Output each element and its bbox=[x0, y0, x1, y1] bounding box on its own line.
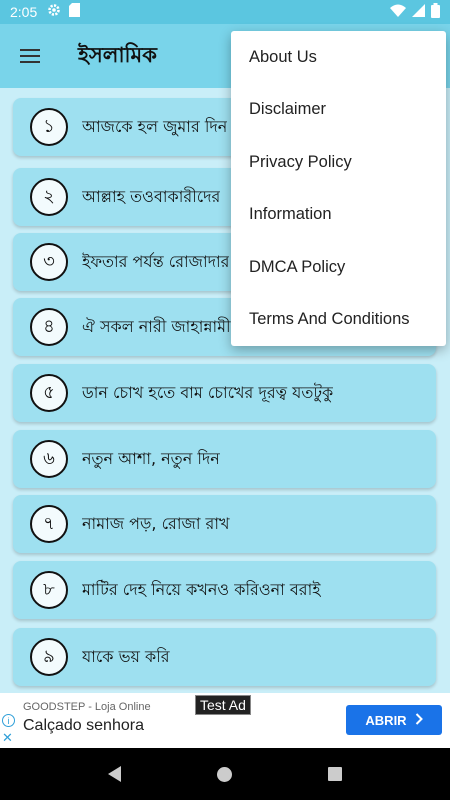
item-number: ৪ bbox=[30, 308, 68, 346]
sd-card-icon bbox=[69, 3, 80, 21]
hamburger-menu-icon[interactable] bbox=[0, 24, 60, 88]
item-number: ৯ bbox=[30, 638, 68, 676]
item-title: ইফতার পর্যন্ত রোজাদার bbox=[82, 251, 230, 271]
ad-open-label: ABRIR bbox=[365, 712, 407, 728]
chevron-right-icon bbox=[415, 713, 423, 728]
item-title: আজকে হল জুমার দিন bbox=[82, 116, 228, 136]
battery-icon bbox=[431, 3, 440, 22]
menu-item-privacy-policy[interactable]: Privacy Policy bbox=[249, 152, 352, 171]
list-item[interactable] bbox=[13, 430, 436, 488]
gear-icon bbox=[47, 3, 61, 21]
ad-headline: Calçado senhora bbox=[23, 717, 144, 734]
item-number: ৭ bbox=[30, 505, 68, 543]
menu-item-disclaimer[interactable]: Disclaimer bbox=[249, 100, 327, 119]
item-number: ১ bbox=[30, 108, 68, 146]
info-icon[interactable]: i bbox=[2, 714, 15, 727]
menu-item-about-us[interactable]: About Us bbox=[249, 47, 317, 66]
item-title: নতুন আশা, নতুন দিন bbox=[82, 448, 220, 468]
list-item[interactable] bbox=[13, 364, 436, 422]
item-title: আল্লাহ তওবাকারীদের bbox=[82, 186, 221, 206]
overflow-menu bbox=[231, 31, 446, 346]
list-item[interactable] bbox=[13, 628, 436, 686]
back-icon[interactable] bbox=[108, 766, 121, 782]
recents-icon[interactable] bbox=[328, 767, 342, 781]
item-title: ঐ সকল নারী জাহান্নামী bbox=[82, 316, 231, 336]
system-nav-bar bbox=[0, 748, 450, 800]
wifi-icon bbox=[390, 4, 406, 21]
list-item[interactable] bbox=[13, 561, 436, 619]
item-number: ৫ bbox=[30, 374, 68, 412]
test-ad-badge: Test Ad bbox=[195, 695, 251, 715]
item-number: ৬ bbox=[30, 440, 68, 478]
item-number: ৩ bbox=[30, 243, 68, 281]
ad-open-button[interactable] bbox=[346, 705, 442, 735]
list-item[interactable] bbox=[13, 495, 436, 553]
item-title: যাকে ভয় করি bbox=[82, 646, 170, 666]
app-title: ইসলামিক bbox=[78, 42, 157, 67]
item-title: ডান চোখ হতে বাম চোখের দূরত্ব যতটুকু bbox=[82, 382, 334, 402]
status-bar bbox=[0, 0, 450, 24]
item-number: ২ bbox=[30, 178, 68, 216]
item-number: ৮ bbox=[30, 571, 68, 609]
status-time: 2:05 bbox=[10, 4, 38, 20]
home-icon[interactable] bbox=[217, 767, 232, 782]
ad-banner[interactable] bbox=[0, 693, 450, 748]
menu-item-dmca-policy[interactable]: DMCA Policy bbox=[249, 257, 346, 276]
menu-item-information[interactable]: Information bbox=[249, 205, 332, 224]
signal-icon bbox=[412, 4, 425, 21]
item-title: নামাজ পড়, রোজা রাখ bbox=[82, 513, 230, 533]
ad-sponsor: GOODSTEP - Loja Online bbox=[23, 701, 151, 713]
menu-item-terms[interactable]: Terms And Conditions bbox=[249, 310, 410, 329]
close-icon[interactable]: ✕ bbox=[2, 730, 13, 745]
item-title: মাটির দেহ নিয়ে কখনও করিওনা বরাই bbox=[82, 579, 321, 599]
